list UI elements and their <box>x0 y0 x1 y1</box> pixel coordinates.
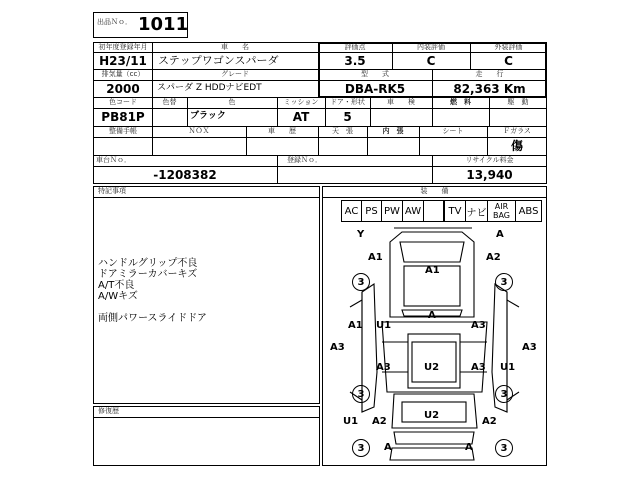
year-label: 初年度登録年月 <box>98 43 148 51</box>
damage-code: A3 <box>471 320 486 331</box>
damage-code: Y <box>357 229 365 240</box>
damage-code: A1 <box>425 265 440 276</box>
cc-label: 排気量（cc） <box>101 70 145 78</box>
equip-tv: TV <box>444 200 466 222</box>
exterior-grade: C <box>504 54 513 68</box>
repair-panel <box>93 406 320 466</box>
score: 3.5 <box>344 54 366 68</box>
interior-grade: C <box>426 54 436 68</box>
equip-airbag: AIR BAG <box>487 200 516 222</box>
seat-label: シート <box>442 127 464 135</box>
drive-label: 駆 動 <box>507 98 529 106</box>
damage-code-circled: 3 <box>352 439 370 457</box>
damage-code: A <box>384 442 392 453</box>
note-line: ドアミラーカバーキズ <box>98 269 198 280</box>
damage-code: A3 <box>522 342 537 353</box>
nox-label: ＮＯＸ <box>188 127 210 135</box>
first-registration: H23/11 <box>99 54 147 68</box>
damage-code: A <box>465 442 473 453</box>
damage-code: U1 <box>500 362 516 373</box>
roof-label: 天 張 <box>332 127 353 135</box>
grade: スパーダ Z HDDナビEDT <box>157 83 262 93</box>
damage-code: A3 <box>330 342 345 353</box>
note-line: A/T不良 <box>98 280 135 291</box>
damage-code: A <box>496 229 504 240</box>
equip-pw: PW <box>381 200 403 222</box>
color: ブラック <box>190 111 226 121</box>
damage-code-circled: 3 <box>495 439 513 457</box>
car-name-label: 車 名 <box>221 43 249 51</box>
note-line: ハンドルグリップ不良 <box>98 258 198 269</box>
damage-code: A3 <box>376 362 391 373</box>
chassis-number: -1208382 <box>153 168 217 182</box>
note-line: 両側パワースライドドア <box>98 313 207 324</box>
recycle-label: リサイクル料金 <box>465 156 514 164</box>
equip-ac: AC <box>341 200 362 222</box>
car-name: ステップワゴンスパーダ <box>158 54 279 67</box>
equip-navi: ナビ <box>465 200 488 222</box>
doors: 5 <box>343 110 352 124</box>
model-label: 型 式 <box>361 70 389 78</box>
damage-code: A2 <box>482 416 497 427</box>
damage-code: A3 <box>471 362 486 373</box>
note-line: A/Wキズ <box>98 291 138 302</box>
displacement: 2000 <box>106 82 140 96</box>
damage-code: A1 <box>348 320 363 331</box>
equip-blank <box>423 200 444 222</box>
exterior-grade-label: 外装評価 <box>494 43 523 51</box>
mileage: 82,363 Km <box>453 82 526 96</box>
damage-code: A <box>428 310 436 321</box>
equip-aw: AW <box>402 200 424 222</box>
grade-label: グレード <box>221 70 249 78</box>
registration-label: 登録Ｎｏ． <box>287 156 322 164</box>
glass-label: Ｆガラス <box>503 127 531 135</box>
color-label: 色 <box>228 98 236 106</box>
car-damage-diagram <box>322 222 547 466</box>
manual-label: 整備手帳 <box>109 127 137 135</box>
mission-label: ミッション <box>283 98 319 106</box>
damage-code-circled: 3 <box>352 273 370 291</box>
interior-lining-label: 内 張 <box>382 127 404 135</box>
damage-code: A1 <box>368 252 383 263</box>
lot-number: 1011 <box>138 14 189 35</box>
fuel-label: 燃 料 <box>450 98 471 106</box>
lot-number-label: 出品Ｎｏ． <box>97 18 132 26</box>
equip-ps: PS <box>361 200 382 222</box>
damage-code: A2 <box>372 416 387 427</box>
model-code: DBA-RK5 <box>344 82 406 96</box>
chassis-label: 車台Ｎｏ． <box>96 156 131 164</box>
damage-code: U2 <box>424 362 440 373</box>
score-label: 評価点 <box>344 43 366 51</box>
equip-abs: ABS <box>515 200 542 222</box>
notes-label: 特記事項 <box>98 187 126 195</box>
repair-label: 修復歴 <box>98 407 119 415</box>
damage-code-circled: 3 <box>495 273 513 291</box>
color-change-label: 色替 <box>162 98 177 106</box>
interior-grade-label: 内装評価 <box>417 43 445 51</box>
doors-label: ドア・形状 <box>330 98 365 106</box>
damage-code: U1 <box>376 320 392 331</box>
mission: AT <box>292 110 310 124</box>
damage-code-circled: 3 <box>495 385 513 403</box>
damage-code: A2 <box>486 252 501 263</box>
recycle-fee: 13,940 <box>466 168 513 182</box>
damage-code-circled: 3 <box>352 385 370 403</box>
mileage-label: 走 行 <box>475 70 504 78</box>
front-glass: 傷 <box>510 139 523 153</box>
damage-code: U2 <box>424 410 440 421</box>
color-code-label: 色コード <box>109 98 137 106</box>
history-label: 車 歴 <box>268 127 296 135</box>
inspection-label: 車 検 <box>387 98 415 106</box>
damage-code: U1 <box>343 416 359 427</box>
equipment-label: 装 備 <box>420 187 449 195</box>
color-code: PB81P <box>101 110 145 124</box>
